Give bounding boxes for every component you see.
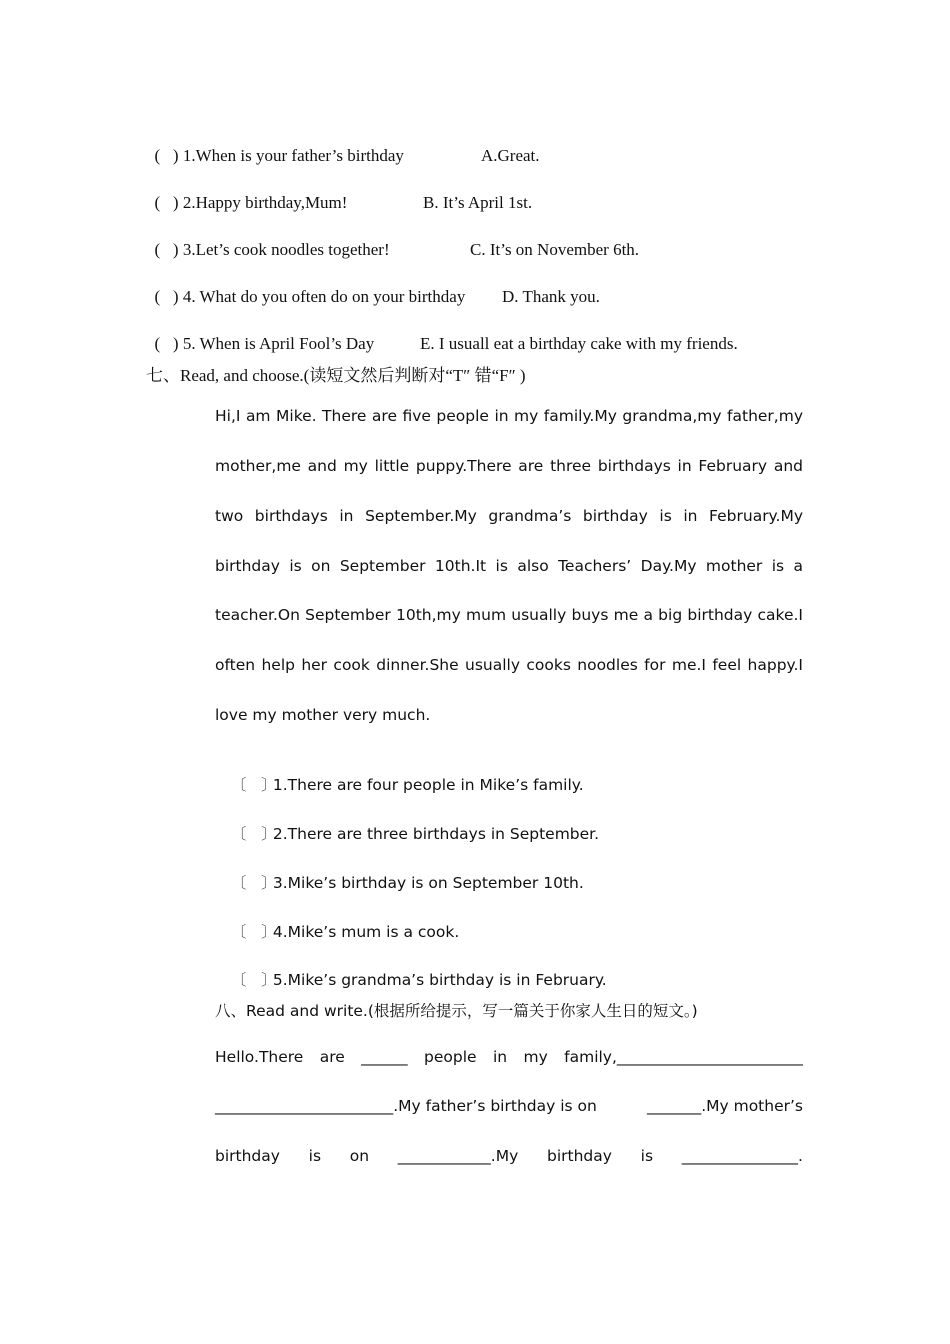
passage-line: mother,me and my little puppy.There are three birthdays in February and: [215, 457, 803, 475]
tf-statement: 4.Mike’s mum is a cook.: [272, 923, 460, 941]
matching-question: ( ) 5. When is April Fool’s Day: [154, 334, 375, 353]
writing-line-2: [215, 1097, 803, 1115]
passage-line: teacher.On September 10th,my mum usually buys me a big birthday cake.I: [215, 606, 803, 624]
matching-item-1: [146, 126, 540, 166]
matching-answer: B. It’s April 1st.: [423, 193, 533, 212]
answer-bracket[interactable]: 〔 〕: [230, 971, 277, 989]
matching-question: ( ) 4. What do you often do on your birthday: [154, 287, 466, 306]
answer-bracket[interactable]: 〔 〕: [230, 874, 277, 892]
word: people: [424, 1048, 477, 1066]
matching-answer: E. I usuall eat a birthday cake with my friends.: [420, 334, 738, 353]
section-7-heading: 七、Read, and choose.(读短文然后判断对“T″ 错“F″ ): [146, 366, 526, 385]
word: Hello.There: [215, 1048, 304, 1066]
blank[interactable]: ______: [361, 1048, 408, 1066]
section-8-heading: 八、Read and write.(根据所给提示，写一篇关于你家人生日的短文。): [215, 1002, 698, 1020]
matching-question: ( ) 2.Happy birthday,Mum!: [154, 193, 348, 212]
matching-question: ( ) 3.Let’s cook noodles together!: [154, 240, 390, 259]
blank[interactable]: _______________.: [681, 1147, 803, 1165]
matching-answer: D. Thank you.: [502, 287, 600, 306]
tf-item-4: [221, 902, 459, 942]
tf-statement: 2.There are three birthdays in September.: [272, 825, 600, 843]
tf-statement: 5.Mike’s grandma’s birthday is in February.: [272, 971, 607, 989]
word: is: [308, 1147, 322, 1165]
blank[interactable]: family,________________________: [564, 1048, 803, 1066]
passage-line: two birthdays in September.My grandma’s birthday is in February.My: [215, 507, 803, 525]
word: birthday: [547, 1147, 612, 1165]
tf-item-2: [221, 804, 599, 844]
matching-item-2: [146, 173, 533, 213]
matching-item-5: [146, 314, 738, 354]
word: in: [492, 1048, 508, 1066]
matching-answer: C. It’s on November 6th.: [470, 240, 640, 259]
passage-line: often help her cook dinner.She usually cooks noodles for me.I feel happy.I: [215, 656, 803, 674]
matching-item-3: [146, 220, 640, 260]
blank[interactable]: _______.My mother’s: [646, 1097, 803, 1115]
word: on: [349, 1147, 370, 1165]
writing-line-3: [215, 1147, 803, 1165]
word: is: [640, 1147, 654, 1165]
answer-bracket[interactable]: 〔 〕: [230, 825, 277, 843]
matching-answer: A.Great.: [481, 146, 540, 165]
passage-line: Hi,I am Mike. There are five people in my family.My grandma,my father,my: [215, 407, 803, 425]
writing-line-1: [215, 1048, 803, 1066]
tf-item-3: [221, 853, 584, 893]
matching-question: ( ) 1.When is your father’s birthday: [154, 146, 404, 165]
passage-line: birthday is on September 10th.It is also Teachers’ Day.My mother is a: [215, 557, 803, 575]
matching-item-4: [146, 267, 600, 307]
word: are: [319, 1048, 345, 1066]
tf-statement: 3.Mike’s birthday is on September 10th.: [272, 874, 584, 892]
blank[interactable]: _______________________.My father’s birthday is on: [215, 1097, 597, 1115]
answer-bracket[interactable]: 〔 〕: [230, 923, 277, 941]
tf-statement: 1.There are four people in Mike’s family.: [272, 776, 584, 794]
passage-line: love my mother very much.: [215, 706, 431, 724]
word: my: [523, 1048, 548, 1066]
blank[interactable]: ____________.My: [397, 1147, 519, 1165]
tf-item-1: [221, 755, 584, 795]
answer-bracket[interactable]: 〔 〕: [230, 776, 277, 794]
word: birthday: [215, 1147, 280, 1165]
tf-item-5: [221, 950, 607, 990]
